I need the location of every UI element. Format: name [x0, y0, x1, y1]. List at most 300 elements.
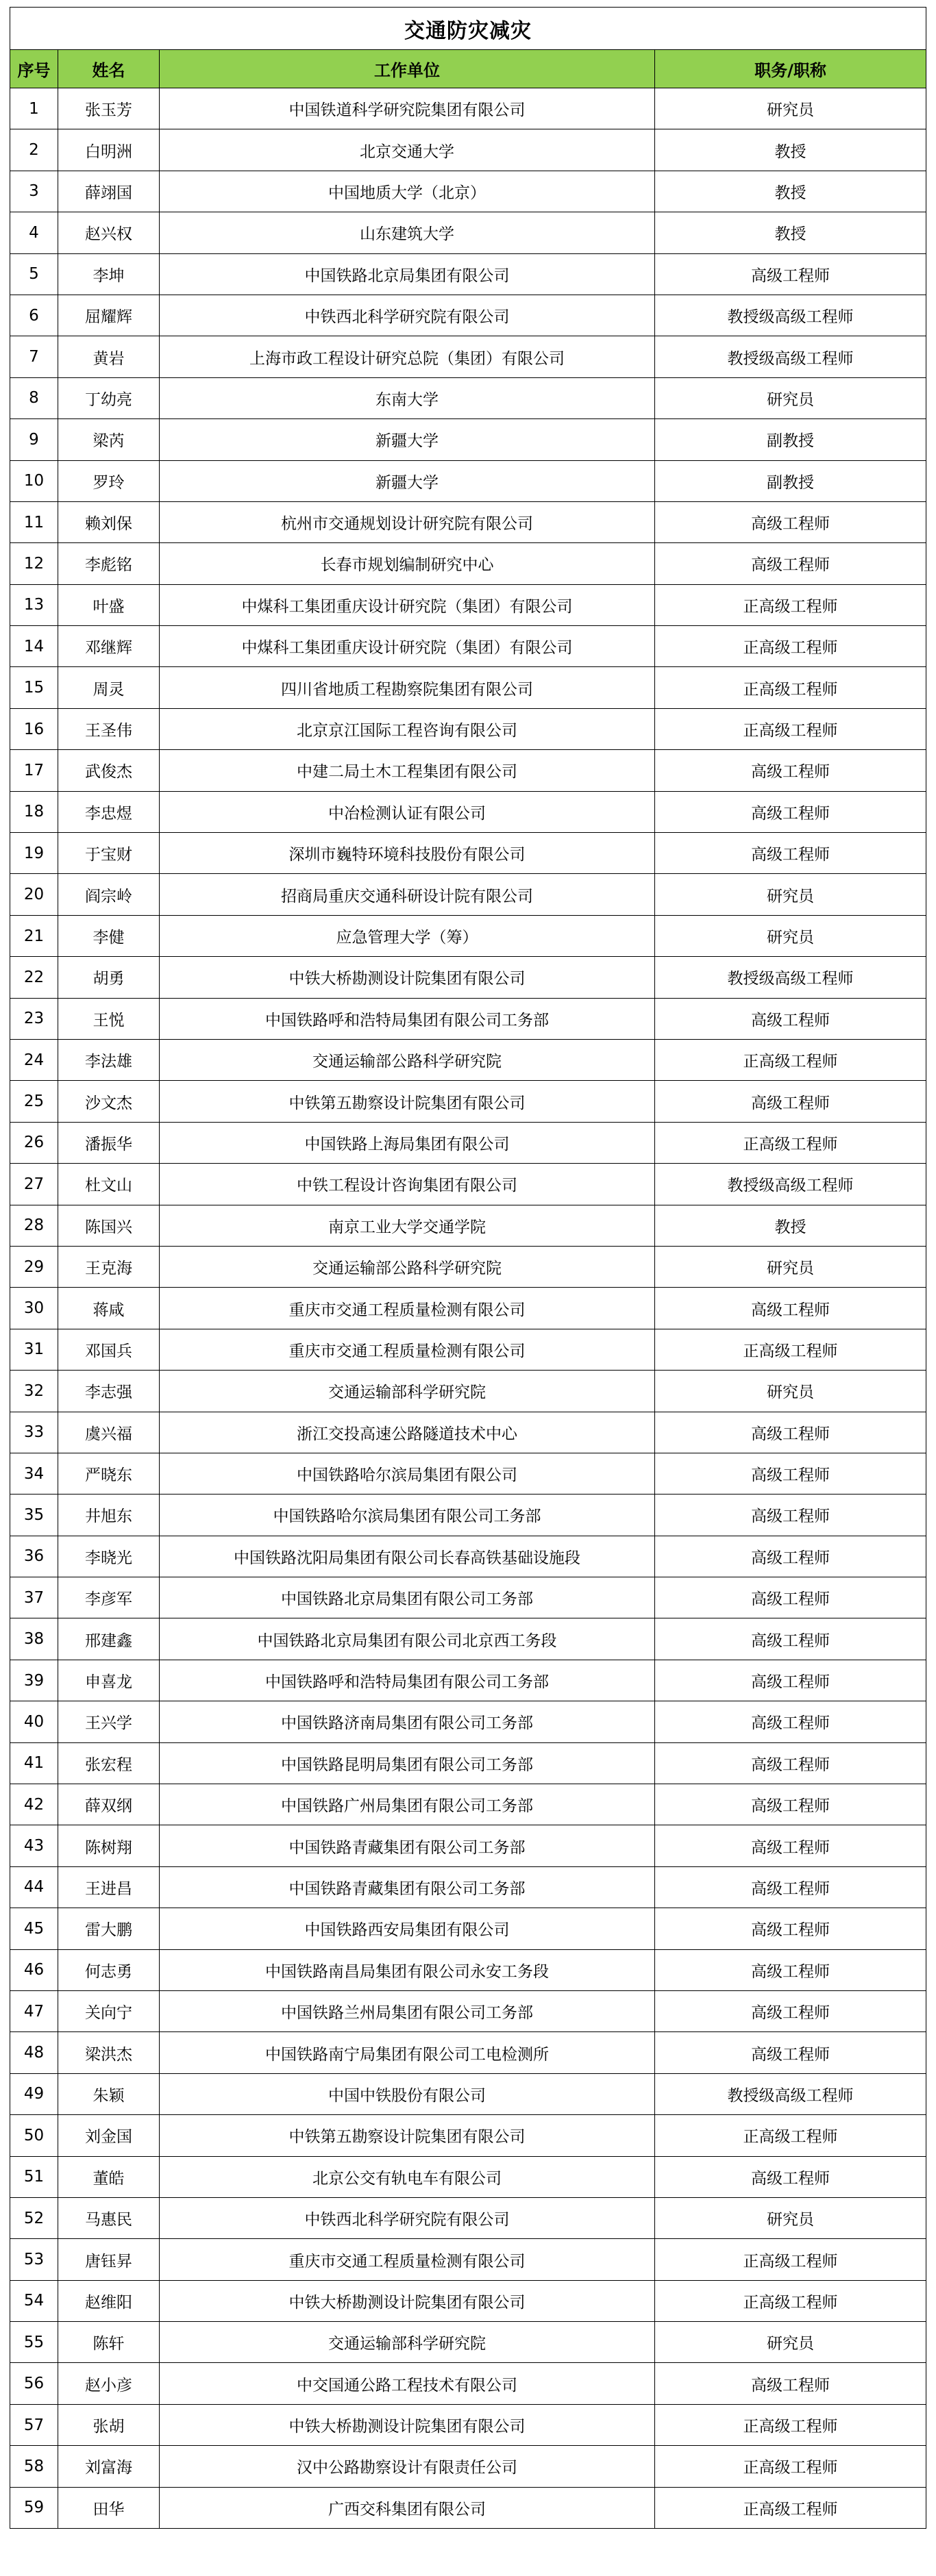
table-row [10, 1742, 926, 1784]
cell-title: 高级工程师 [655, 1618, 926, 1660]
cell-name: 刘金国 [58, 2115, 160, 2156]
cell-title: 正高级工程师 [655, 2239, 926, 2280]
cell-index: 3 [10, 171, 58, 212]
table-row [10, 377, 926, 418]
cell-name: 梁芮 [58, 419, 160, 460]
cell-title: 教授 [655, 212, 926, 253]
cell-index: 16 [10, 708, 58, 749]
cell-index: 57 [10, 2404, 58, 2445]
cell-title: 正高级工程师 [655, 2446, 926, 2487]
cell-organization: 交通运输部科学研究院 [160, 2322, 655, 2363]
cell-title: 教授 [655, 171, 926, 212]
cell-index: 2 [10, 129, 58, 171]
cell-organization: 中国铁路昆明局集团有限公司工务部 [160, 1742, 655, 1784]
cell-name: 李彦军 [58, 1577, 160, 1618]
cell-name: 雷大鹏 [58, 1908, 160, 1949]
cell-title: 正高级工程师 [655, 2404, 926, 2445]
table-row [10, 1866, 926, 1908]
cell-title: 高级工程师 [655, 543, 926, 584]
table-row [10, 791, 926, 832]
cell-organization: 交通运输部公路科学研究院 [160, 1246, 655, 1287]
table-row [10, 1660, 926, 1701]
cell-organization: 中铁大桥勘测设计院集团有限公司 [160, 957, 655, 998]
cell-title: 正高级工程师 [655, 708, 926, 749]
cell-organization: 中国铁路兰州局集团有限公司工务部 [160, 1990, 655, 2031]
cell-title: 正高级工程师 [655, 667, 926, 708]
cell-title: 研究员 [655, 2197, 926, 2238]
cell-name: 赵小彦 [58, 2363, 160, 2404]
cell-index: 30 [10, 1288, 58, 1329]
cell-organization: 中国铁道科学研究院集团有限公司 [160, 88, 655, 129]
cell-title: 高级工程师 [655, 1453, 926, 1494]
column-header-index: 序号 [10, 50, 58, 88]
cell-name: 虞兴福 [58, 1412, 160, 1453]
header-row [10, 50, 926, 88]
cell-index: 56 [10, 2363, 58, 2404]
cell-organization: 中国铁路沈阳局集团有限公司长春高铁基础设施段 [160, 1536, 655, 1577]
cell-organization: 中国铁路上海局集团有限公司 [160, 1122, 655, 1163]
cell-name: 李志强 [58, 1371, 160, 1412]
cell-index: 59 [10, 2487, 58, 2528]
cell-organization: 中交国通公路工程技术有限公司 [160, 2363, 655, 2404]
cell-name: 丁幼亮 [58, 377, 160, 418]
table-body [10, 88, 926, 2529]
table-row [10, 2446, 926, 2487]
title-row [10, 8, 926, 50]
cell-organization: 中建二局土木工程集团有限公司 [160, 750, 655, 791]
cell-title: 教授 [655, 129, 926, 171]
cell-organization: 浙江交投高速公路隧道技术中心 [160, 1412, 655, 1453]
table-row [10, 1205, 926, 1246]
cell-organization: 交通运输部科学研究院 [160, 1371, 655, 1412]
cell-organization: 北京交通大学 [160, 129, 655, 171]
cell-title: 高级工程师 [655, 791, 926, 832]
cell-title: 正高级工程师 [655, 1039, 926, 1080]
cell-title: 高级工程师 [655, 501, 926, 542]
table-row [10, 1246, 926, 1287]
table-row [10, 874, 926, 915]
cell-title: 高级工程师 [655, 2156, 926, 2197]
cell-title: 高级工程师 [655, 253, 926, 295]
cell-index: 46 [10, 1949, 58, 1990]
table-row [10, 295, 926, 336]
cell-index: 45 [10, 1908, 58, 1949]
table-row [10, 1990, 926, 2031]
cell-name: 王悦 [58, 998, 160, 1039]
cell-organization: 招商局重庆交通科研设计院有限公司 [160, 874, 655, 915]
table-row [10, 915, 926, 956]
cell-organization: 长春市规划编制研究中心 [160, 543, 655, 584]
cell-index: 10 [10, 460, 58, 501]
cell-title: 正高级工程师 [655, 2487, 926, 2528]
cell-name: 潘振华 [58, 1122, 160, 1163]
table-row [10, 1825, 926, 1866]
cell-index: 43 [10, 1825, 58, 1866]
cell-title: 高级工程师 [655, 1536, 926, 1577]
table-row [10, 2322, 926, 2363]
cell-name: 邓国兵 [58, 1329, 160, 1370]
cell-name: 黄岩 [58, 336, 160, 377]
cell-index: 42 [10, 1784, 58, 1825]
cell-organization: 中国铁路青藏集团有限公司工务部 [160, 1825, 655, 1866]
cell-title: 高级工程师 [655, 1866, 926, 1908]
cell-name: 李晓光 [58, 1536, 160, 1577]
cell-name: 赵兴权 [58, 212, 160, 253]
cell-name: 王克海 [58, 1246, 160, 1287]
cell-organization: 应急管理大学（筹） [160, 915, 655, 956]
cell-index: 53 [10, 2239, 58, 2280]
cell-name: 白明洲 [58, 129, 160, 171]
cell-name: 王圣伟 [58, 708, 160, 749]
table-row [10, 2115, 926, 2156]
cell-name: 张宏程 [58, 1742, 160, 1784]
table-row [10, 171, 926, 212]
cell-title: 正高级工程师 [655, 584, 926, 625]
cell-index: 58 [10, 2446, 58, 2487]
cell-organization: 中国铁路青藏集团有限公司工务部 [160, 1866, 655, 1908]
table-row [10, 2239, 926, 2280]
cell-name: 屈耀辉 [58, 295, 160, 336]
expert-table [10, 7, 926, 2529]
cell-title: 研究员 [655, 915, 926, 956]
table-row [10, 1371, 926, 1412]
cell-organization: 广西交科集团有限公司 [160, 2487, 655, 2528]
cell-title: 正高级工程师 [655, 2280, 926, 2321]
cell-organization: 中铁第五勘察设计院集团有限公司 [160, 1081, 655, 1122]
table-row [10, 1164, 926, 1205]
table-row [10, 1495, 926, 1536]
cell-index: 4 [10, 212, 58, 253]
cell-organization: 重庆市交通工程质量检测有限公司 [160, 1329, 655, 1370]
table-row [10, 1039, 926, 1080]
cell-index: 47 [10, 1990, 58, 2031]
cell-index: 48 [10, 2032, 58, 2073]
cell-name: 马惠民 [58, 2197, 160, 2238]
cell-title: 高级工程师 [655, 1908, 926, 1949]
cell-index: 13 [10, 584, 58, 625]
cell-index: 15 [10, 667, 58, 708]
cell-organization: 东南大学 [160, 377, 655, 418]
cell-organization: 中煤科工集团重庆设计研究院（集团）有限公司 [160, 626, 655, 667]
cell-organization: 中国铁路济南局集团有限公司工务部 [160, 1701, 655, 1742]
cell-organization: 上海市政工程设计研究总院（集团）有限公司 [160, 336, 655, 377]
cell-organization: 杭州市交通规划设计研究院有限公司 [160, 501, 655, 542]
cell-organization: 中国铁路南宁局集团有限公司工电检测所 [160, 2032, 655, 2073]
cell-title: 副教授 [655, 460, 926, 501]
cell-name: 梁洪杰 [58, 2032, 160, 2073]
cell-name: 井旭东 [58, 1495, 160, 1536]
cell-title: 研究员 [655, 2322, 926, 2363]
table-row [10, 1618, 926, 1660]
table-row [10, 419, 926, 460]
cell-title: 高级工程师 [655, 750, 926, 791]
cell-organization: 中国中铁股份有限公司 [160, 2073, 655, 2114]
cell-name: 杜文山 [58, 1164, 160, 1205]
table-row [10, 501, 926, 542]
cell-title: 正高级工程师 [655, 1329, 926, 1370]
cell-organization: 中国地质大学（北京） [160, 171, 655, 212]
cell-name: 李法雄 [58, 1039, 160, 1080]
cell-title: 高级工程师 [655, 1784, 926, 1825]
table-title: 交通防灾减灾 [10, 8, 926, 50]
table-row [10, 667, 926, 708]
cell-title: 教授级高级工程师 [655, 957, 926, 998]
cell-index: 50 [10, 2115, 58, 2156]
cell-organization: 中国铁路北京局集团有限公司工务部 [160, 1577, 655, 1618]
cell-title: 高级工程师 [655, 1660, 926, 1701]
table-row [10, 212, 926, 253]
table-row [10, 1288, 926, 1329]
cell-organization: 中铁西北科学研究院有限公司 [160, 295, 655, 336]
table-row [10, 2404, 926, 2445]
cell-title: 正高级工程师 [655, 626, 926, 667]
cell-title: 高级工程师 [655, 2363, 926, 2404]
cell-title: 高级工程师 [655, 1949, 926, 1990]
table-row [10, 543, 926, 584]
cell-name: 田华 [58, 2487, 160, 2528]
cell-organization: 深圳市巍特环境科技股份有限公司 [160, 833, 655, 874]
cell-index: 1 [10, 88, 58, 129]
cell-index: 39 [10, 1660, 58, 1701]
cell-index: 32 [10, 1371, 58, 1412]
cell-name: 严晓东 [58, 1453, 160, 1494]
cell-organization: 中国铁路南昌局集团有限公司永安工务段 [160, 1949, 655, 1990]
cell-organization: 重庆市交通工程质量检测有限公司 [160, 1288, 655, 1329]
table-row [10, 750, 926, 791]
table-row [10, 2156, 926, 2197]
cell-index: 18 [10, 791, 58, 832]
cell-organization: 中煤科工集团重庆设计研究院（集团）有限公司 [160, 584, 655, 625]
cell-name: 关向宁 [58, 1990, 160, 2031]
cell-title: 高级工程师 [655, 1577, 926, 1618]
cell-name: 陈国兴 [58, 1205, 160, 1246]
cell-organization: 北京京江国际工程咨询有限公司 [160, 708, 655, 749]
table-row [10, 626, 926, 667]
column-header-organization: 工作单位 [160, 50, 655, 88]
table-row [10, 2487, 926, 2528]
table-row [10, 708, 926, 749]
cell-title: 高级工程师 [655, 998, 926, 1039]
cell-index: 26 [10, 1122, 58, 1163]
cell-index: 21 [10, 915, 58, 956]
cell-index: 54 [10, 2280, 58, 2321]
cell-name: 赖刘保 [58, 501, 160, 542]
cell-title: 高级工程师 [655, 1825, 926, 1866]
cell-title: 正高级工程师 [655, 2115, 926, 2156]
table-row [10, 1949, 926, 1990]
table-row [10, 998, 926, 1039]
cell-organization: 北京公交有轨电车有限公司 [160, 2156, 655, 2197]
cell-organization: 中铁大桥勘测设计院集团有限公司 [160, 2280, 655, 2321]
cell-name: 陈轩 [58, 2322, 160, 2363]
table-row [10, 253, 926, 295]
cell-name: 沙文杰 [58, 1081, 160, 1122]
cell-index: 28 [10, 1205, 58, 1246]
cell-index: 22 [10, 957, 58, 998]
table-row [10, 1081, 926, 1122]
cell-organization: 汉中公路勘察设计有限责任公司 [160, 2446, 655, 2487]
cell-organization: 山东建筑大学 [160, 212, 655, 253]
table-row [10, 1577, 926, 1618]
cell-name: 叶盛 [58, 584, 160, 625]
cell-organization: 中国铁路哈尔滨局集团有限公司 [160, 1453, 655, 1494]
cell-name: 薛双纲 [58, 1784, 160, 1825]
cell-title: 副教授 [655, 419, 926, 460]
table-row [10, 2032, 926, 2073]
cell-organization: 中国铁路哈尔滨局集团有限公司工务部 [160, 1495, 655, 1536]
cell-name: 张胡 [58, 2404, 160, 2445]
cell-title: 高级工程师 [655, 2032, 926, 2073]
cell-index: 37 [10, 1577, 58, 1618]
cell-title: 研究员 [655, 88, 926, 129]
cell-title: 教授级高级工程师 [655, 1164, 926, 1205]
cell-name: 蒋咸 [58, 1288, 160, 1329]
cell-title: 高级工程师 [655, 1412, 926, 1453]
cell-index: 40 [10, 1701, 58, 1742]
cell-name: 周灵 [58, 667, 160, 708]
cell-organization: 新疆大学 [160, 419, 655, 460]
cell-index: 55 [10, 2322, 58, 2363]
cell-name: 邓继辉 [58, 626, 160, 667]
table-row [10, 2280, 926, 2321]
cell-index: 19 [10, 833, 58, 874]
cell-organization: 中国铁路呼和浩特局集团有限公司工务部 [160, 1660, 655, 1701]
cell-index: 8 [10, 377, 58, 418]
cell-organization: 中国铁路北京局集团有限公司北京西工务段 [160, 1618, 655, 1660]
column-header-title: 职务/职称 [655, 50, 926, 88]
cell-organization: 中铁工程设计咨询集团有限公司 [160, 1164, 655, 1205]
cell-title: 研究员 [655, 874, 926, 915]
cell-name: 李忠煜 [58, 791, 160, 832]
cell-name: 武俊杰 [58, 750, 160, 791]
cell-index: 31 [10, 1329, 58, 1370]
cell-organization: 中国铁路呼和浩特局集团有限公司工务部 [160, 998, 655, 1039]
table-row [10, 2073, 926, 2114]
cell-index: 9 [10, 419, 58, 460]
cell-name: 申喜龙 [58, 1660, 160, 1701]
cell-organization: 中国铁路广州局集团有限公司工务部 [160, 1784, 655, 1825]
column-header-name: 姓名 [58, 50, 160, 88]
table-row [10, 460, 926, 501]
cell-index: 24 [10, 1039, 58, 1080]
cell-index: 33 [10, 1412, 58, 1453]
cell-title: 研究员 [655, 377, 926, 418]
cell-name: 朱颖 [58, 2073, 160, 2114]
cell-index: 14 [10, 626, 58, 667]
cell-organization: 中国铁路北京局集团有限公司 [160, 253, 655, 295]
cell-name: 阎宗岭 [58, 874, 160, 915]
cell-index: 23 [10, 998, 58, 1039]
cell-name: 罗玲 [58, 460, 160, 501]
cell-title: 教授级高级工程师 [655, 2073, 926, 2114]
cell-index: 5 [10, 253, 58, 295]
cell-index: 44 [10, 1866, 58, 1908]
cell-organization: 中冶检测认证有限公司 [160, 791, 655, 832]
cell-index: 51 [10, 2156, 58, 2197]
cell-organization: 中铁第五勘察设计院集团有限公司 [160, 2115, 655, 2156]
cell-name: 薛翊国 [58, 171, 160, 212]
cell-name: 陈树翔 [58, 1825, 160, 1866]
cell-index: 6 [10, 295, 58, 336]
cell-title: 高级工程师 [655, 833, 926, 874]
cell-index: 27 [10, 1164, 58, 1205]
cell-index: 25 [10, 1081, 58, 1122]
cell-name: 王兴学 [58, 1701, 160, 1742]
cell-name: 胡勇 [58, 957, 160, 998]
table-row [10, 584, 926, 625]
cell-name: 李健 [58, 915, 160, 956]
table-row [10, 1701, 926, 1742]
cell-name: 李彪铭 [58, 543, 160, 584]
cell-name: 李坤 [58, 253, 160, 295]
table-row [10, 1453, 926, 1494]
cell-organization: 新疆大学 [160, 460, 655, 501]
cell-title: 研究员 [655, 1246, 926, 1287]
cell-index: 49 [10, 2073, 58, 2114]
table-row [10, 2197, 926, 2238]
cell-name: 董皓 [58, 2156, 160, 2197]
table-row [10, 2363, 926, 2404]
cell-index: 20 [10, 874, 58, 915]
cell-title: 高级工程师 [655, 1288, 926, 1329]
cell-title: 高级工程师 [655, 1495, 926, 1536]
cell-title: 教授级高级工程师 [655, 336, 926, 377]
cell-organization: 中国铁路西安局集团有限公司 [160, 1908, 655, 1949]
cell-organization: 交通运输部公路科学研究院 [160, 1039, 655, 1080]
cell-organization: 中铁西北科学研究院有限公司 [160, 2197, 655, 2238]
table-row [10, 1536, 926, 1577]
cell-name: 邢建鑫 [58, 1618, 160, 1660]
cell-name: 赵维阳 [58, 2280, 160, 2321]
expert-list-sheet [10, 7, 926, 2529]
cell-index: 41 [10, 1742, 58, 1784]
cell-title: 高级工程师 [655, 1990, 926, 2031]
cell-name: 刘富海 [58, 2446, 160, 2487]
cell-title: 高级工程师 [655, 1742, 926, 1784]
table-row [10, 129, 926, 171]
cell-index: 34 [10, 1453, 58, 1494]
cell-name: 于宝财 [58, 833, 160, 874]
cell-index: 12 [10, 543, 58, 584]
table-row [10, 1784, 926, 1825]
cell-index: 29 [10, 1246, 58, 1287]
table-row [10, 1908, 926, 1949]
table-row [10, 957, 926, 998]
cell-organization: 南京工业大学交通学院 [160, 1205, 655, 1246]
cell-index: 17 [10, 750, 58, 791]
table-row [10, 1329, 926, 1370]
table-row [10, 88, 926, 129]
cell-title: 正高级工程师 [655, 1122, 926, 1163]
cell-name: 王进昌 [58, 1866, 160, 1908]
cell-index: 36 [10, 1536, 58, 1577]
table-row [10, 1122, 926, 1163]
cell-index: 7 [10, 336, 58, 377]
cell-organization: 重庆市交通工程质量检测有限公司 [160, 2239, 655, 2280]
cell-index: 52 [10, 2197, 58, 2238]
cell-name: 何志勇 [58, 1949, 160, 1990]
cell-index: 11 [10, 501, 58, 542]
cell-index: 38 [10, 1618, 58, 1660]
table-row [10, 833, 926, 874]
cell-title: 教授级高级工程师 [655, 295, 926, 336]
cell-organization: 四川省地质工程勘察院集团有限公司 [160, 667, 655, 708]
cell-title: 高级工程师 [655, 1081, 926, 1122]
table-row [10, 336, 926, 377]
table-row [10, 1412, 926, 1453]
cell-name: 唐钰昇 [58, 2239, 160, 2280]
cell-name: 张玉芳 [58, 88, 160, 129]
